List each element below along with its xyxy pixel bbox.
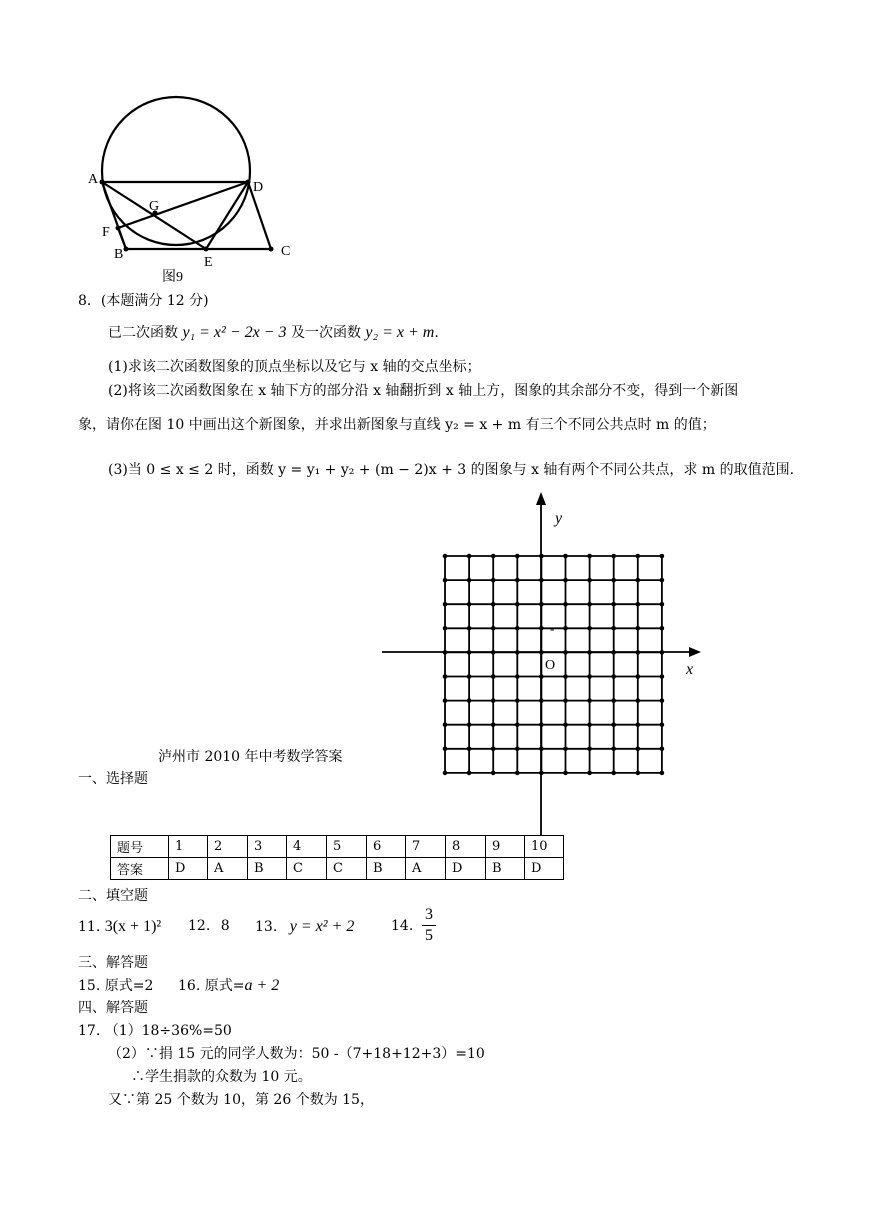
y-axis-label: y (555, 510, 563, 527)
grid-dot (660, 554, 665, 559)
grid-dot (587, 771, 592, 776)
grid-dot (636, 674, 641, 679)
table-cell: B (486, 858, 525, 880)
grid-dot (563, 722, 568, 727)
grid-dot (515, 771, 520, 776)
fill-12 (188, 918, 230, 934)
grid-dot (587, 674, 592, 679)
figure-9-caption: 图9 (162, 270, 183, 285)
point-d-label: D (253, 180, 264, 195)
grid-dot (515, 747, 520, 752)
table-row (111, 858, 564, 880)
y2-definition: y₂ = x + m (365, 324, 435, 341)
figure-9-diagram (80, 95, 310, 290)
fill-13-answer: y = x² + 2 (289, 918, 355, 935)
point-a-label: A (88, 172, 99, 187)
y1-definition: y₁ = x² − 2x − 3 (182, 324, 287, 341)
grid-dot (660, 578, 665, 583)
grid-dot (660, 602, 665, 607)
q8-part1: (1)求该二次函数图象的顶点坐标以及它与 x 轴的交点坐标； (108, 359, 481, 375)
grid-dot (491, 771, 496, 776)
circle (102, 97, 250, 245)
q16-label: 16. 原式= (178, 978, 245, 994)
fill-answers-row (78, 918, 161, 936)
grid-dot (467, 722, 472, 727)
grid-dot (467, 747, 472, 752)
section-fill-blank: 二、填空题 (78, 888, 148, 904)
fill-11-number: 11. (78, 919, 101, 935)
grid-dot (587, 554, 592, 559)
table-cell: D (525, 858, 564, 880)
grid-dot (491, 747, 496, 752)
table-cell: 5 (327, 836, 367, 858)
table-cell: A (406, 858, 446, 880)
table-cell: 4 (287, 836, 327, 858)
point-g-label: G (149, 199, 160, 214)
fill-14-fraction (422, 905, 436, 946)
grid-dot (660, 747, 665, 752)
grid-dot (515, 698, 520, 703)
grid-dot (443, 698, 448, 703)
grid-dot (467, 626, 472, 631)
grid-dot (563, 698, 568, 703)
table-cell: 10 (525, 836, 564, 858)
grid-dot (443, 722, 448, 727)
minus-mark: - (550, 621, 555, 636)
point-b-label: B (114, 247, 124, 262)
coordinate-grid-figure (375, 488, 705, 838)
table-cell: D (446, 858, 486, 880)
grid-dot (563, 626, 568, 631)
q8-intro (108, 322, 439, 342)
grid-dot (443, 578, 448, 583)
grid-dot (660, 626, 665, 631)
fill-13 (255, 918, 354, 936)
grid-dot (636, 722, 641, 727)
grid-dot (443, 626, 448, 631)
table-cell: 9 (486, 836, 525, 858)
q17-line1: 17. （1）18÷36%=50 (78, 1023, 232, 1039)
grid-dot (563, 771, 568, 776)
table-cell: 题号 (111, 836, 169, 858)
grid-dot (636, 747, 641, 752)
grid-dot (491, 626, 496, 631)
grid-dot (467, 554, 472, 559)
grid-dot (467, 578, 472, 583)
grid-dot (611, 626, 616, 631)
q17-line3: ∴学生捐款的众数为 10 元。 (131, 1069, 312, 1085)
table-row (111, 836, 564, 858)
grid-dot (491, 674, 496, 679)
table-cell: C (287, 858, 327, 880)
table-cell: B (248, 858, 287, 880)
point-f-label: F (102, 225, 110, 240)
grid-dot (636, 626, 641, 631)
section-multiple-choice: 一、选择题 (78, 771, 148, 787)
grid-dot (611, 771, 616, 776)
x-axis-label: x (686, 661, 694, 678)
fill-11-answer: 3(x + 1)² (104, 918, 162, 935)
grid-dot (660, 674, 665, 679)
table-cell: 8 (446, 836, 486, 858)
q17-line2: （2）∵捐 15 元的同学人数为：50 -（7+18+12+3）=10 (108, 1046, 485, 1062)
table-cell: 1 (169, 836, 208, 858)
grid-dot (443, 674, 448, 679)
table-cell: 答案 (111, 858, 169, 880)
grid-dot (515, 602, 520, 607)
grid-dot (660, 722, 665, 727)
table-cell: 3 (248, 836, 287, 858)
point-e-label: E (204, 255, 213, 270)
q15-answer: 15. 原式=2 (78, 978, 154, 994)
grid-dot (467, 674, 472, 679)
fill-14-number: 14. (391, 918, 414, 934)
fraction-denominator: 5 (425, 927, 433, 944)
q16-answer (178, 975, 279, 995)
grid-dot (660, 698, 665, 703)
grid-dot (515, 554, 520, 559)
point-c-label: C (281, 244, 291, 259)
table-cell: 7 (406, 836, 446, 858)
grid-dot (515, 722, 520, 727)
grid-dot (515, 578, 520, 583)
grid-dot (443, 554, 448, 559)
grid-dot (491, 554, 496, 559)
grid-dot (611, 674, 616, 679)
q8-part2-line2: 象，请你在图 10 中画出这个新图象，并求出新图象与直线 y₂ = x + m 有三个不同公共点时 m 的值； (78, 417, 716, 433)
fill-13-number: 13. (255, 919, 278, 935)
q8-part3: (3)当 0 ≤ x ≤ 2 时，函数 y = y₁ + y₂ + (m − 2)x + 3 的图象与 x 轴有两个不同公共点，求 m 的取值范围. (108, 462, 795, 478)
grid-dot (587, 578, 592, 583)
grid-dot (587, 626, 592, 631)
table-cell: 6 (367, 836, 406, 858)
grid-dot (467, 602, 472, 607)
x-axis-arrow (689, 647, 701, 657)
y-axis-arrow (536, 492, 546, 505)
q8-header: 8．(本题满分 12 分) (78, 293, 209, 309)
grid-dot (491, 698, 496, 703)
table-cell: C (327, 858, 367, 880)
grid-dot (611, 747, 616, 752)
grid-dot (563, 554, 568, 559)
grid-dot (443, 602, 448, 607)
grid-dot (636, 698, 641, 703)
grid-dot (611, 578, 616, 583)
grid-dot (636, 554, 641, 559)
grid-dot (611, 602, 616, 607)
fill-14 (391, 918, 413, 934)
q16-expression: a + 2 (244, 977, 280, 994)
grid-dot (563, 747, 568, 752)
grid-dot (491, 722, 496, 727)
grid-dot (587, 602, 592, 607)
grid-dot (611, 698, 616, 703)
q8-intro-text-b: 及一次函数 (290, 325, 361, 341)
origin-label: O (545, 658, 556, 673)
q17-line4: 又∵第 25 个数为 10，第 26 个数为 15， (108, 1092, 374, 1108)
grid-dot (443, 771, 448, 776)
grid-dot (491, 578, 496, 583)
fill-12-answer: 8 (220, 918, 230, 934)
grid-dot (587, 747, 592, 752)
table-cell: D (169, 858, 208, 880)
grid-dot (636, 771, 641, 776)
grid-dot (467, 771, 472, 776)
answers-title: 泸州市 2010 年中考数学答案 (158, 749, 343, 765)
section-solutions-4: 四、解答题 (78, 1000, 148, 1016)
grid-dot (491, 602, 496, 607)
q8-intro-text-a: 已二次函数 (108, 325, 178, 341)
table-cell: 2 (208, 836, 248, 858)
grid-dot (563, 674, 568, 679)
grid-dot (467, 698, 472, 703)
grid-dot (636, 578, 641, 583)
section-solutions: 三、解答题 (78, 955, 148, 971)
q8-part2-line1: (2)将该二次函数图象在 x 轴下方的部分沿 x 轴翻折到 x 轴上方，图象的其余部分不变，得到一个新图 (108, 383, 739, 399)
grid-dot (515, 626, 520, 631)
q8-intro-end: . (434, 325, 439, 341)
grid-dot (636, 602, 641, 607)
grid-dot (611, 554, 616, 559)
grid-dot (611, 722, 616, 727)
grid-dot (587, 722, 592, 727)
grid-dot (563, 602, 568, 607)
table-cell: A (208, 858, 248, 880)
grid-dot (443, 747, 448, 752)
fill-12-number: 12. (188, 918, 211, 934)
answer-table (110, 835, 564, 880)
grid-dot (660, 771, 665, 776)
grid-dot (515, 674, 520, 679)
grid-dot (563, 578, 568, 583)
fraction-numerator: 3 (422, 905, 436, 926)
grid-dot (587, 698, 592, 703)
table-cell: B (367, 858, 406, 880)
